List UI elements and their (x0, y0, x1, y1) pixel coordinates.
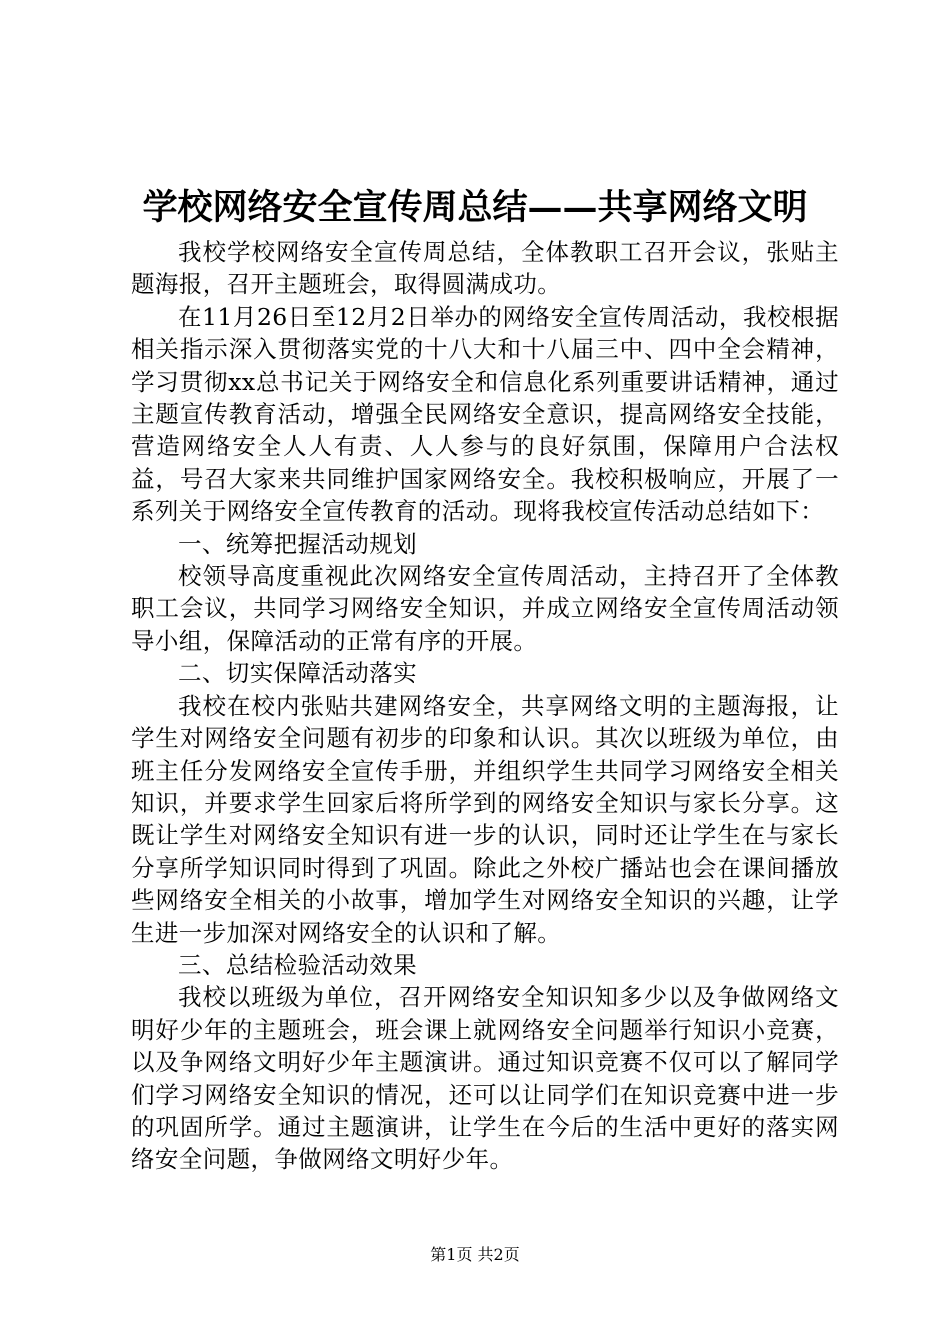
paragraph-section-2: 我校在校内张贴共建网络安全，共享网络文明的主题海报，让学生对网络安全问题有初步的印象和认识。其次以班级为单位，由班主任分发网络安全宣传手册，并组织学生共同学习网络安全相关知识，并要求学生回家后将所学到的网络安全知识与家长分享。这既让学生对网络安全知识有进一步的认识，同时还让学生在与家长分享所学知识同时得到了巩固。除此之外校广播站也会在课间播放些网络安全相关的小故事，增加学生对网络安全知识的兴趣，让学生进一步加深对网络安全的认识和了解。 (131, 691, 839, 947)
paragraph-section-3: 我校以班级为单位，召开网络安全知识知多少以及争做网络文明好少年的主题班会，班会课上就网络安全问题举行知识小竞赛，以及争网络文明好少年主题演讲。通过知识竞赛不仅可以了解同学们学习网络安全知识的情况，还可以让同学们在知识竞赛中进一步的巩固所学。通过主题演讲，让学生在今后的生活中更好的落实网络安全问题，争做网络文明好少年。 (131, 983, 839, 1174)
section-heading-2: 二、切实保障活动落实 (178, 659, 417, 688)
paragraph-section-1: 校领导高度重视此次网络安全宣传周活动，主持召开了全体教职工会议，共同学习网络安全知识，并成立网络安全宣传周活动领导小组，保障活动的正常有序的开展。 (131, 562, 839, 655)
paragraph-intro: 我校学校网络安全宣传周总结，全体教职工召开会议，张贴主题海报，召开主题班会，取得圆满成功。 (131, 238, 839, 299)
document-body (131, 236, 839, 1176)
page-number: 第1页 共2页 (430, 1245, 520, 1264)
paragraph-background: 在11月26日至12月2日举办的网络安全宣传周活动，我校根据相关指示深入贯彻落实党的十八大和十八届三中、四中全会精神，学习贯彻xx总书记关于网络安全和信息化系列重要讲话精神，通过主题宣传教育活动，增强全民网络安全意识，提高网络安全技能，营造网络安全人人有责、人人参与的良好氛围，保障用户合法权益，号召大家来共同维护国家网络安全。我校积极响应，开展了一系列关于网络安全宣传教育的活动。现将我校宣传活动总结如下： (131, 302, 839, 526)
section-heading-3: 三、总结检验活动效果 (178, 950, 417, 979)
document-title: 学校网络安全宣传周总结——共享网络文明 (142, 187, 808, 228)
section-heading-1: 一、统筹把握活动规划 (178, 529, 417, 558)
